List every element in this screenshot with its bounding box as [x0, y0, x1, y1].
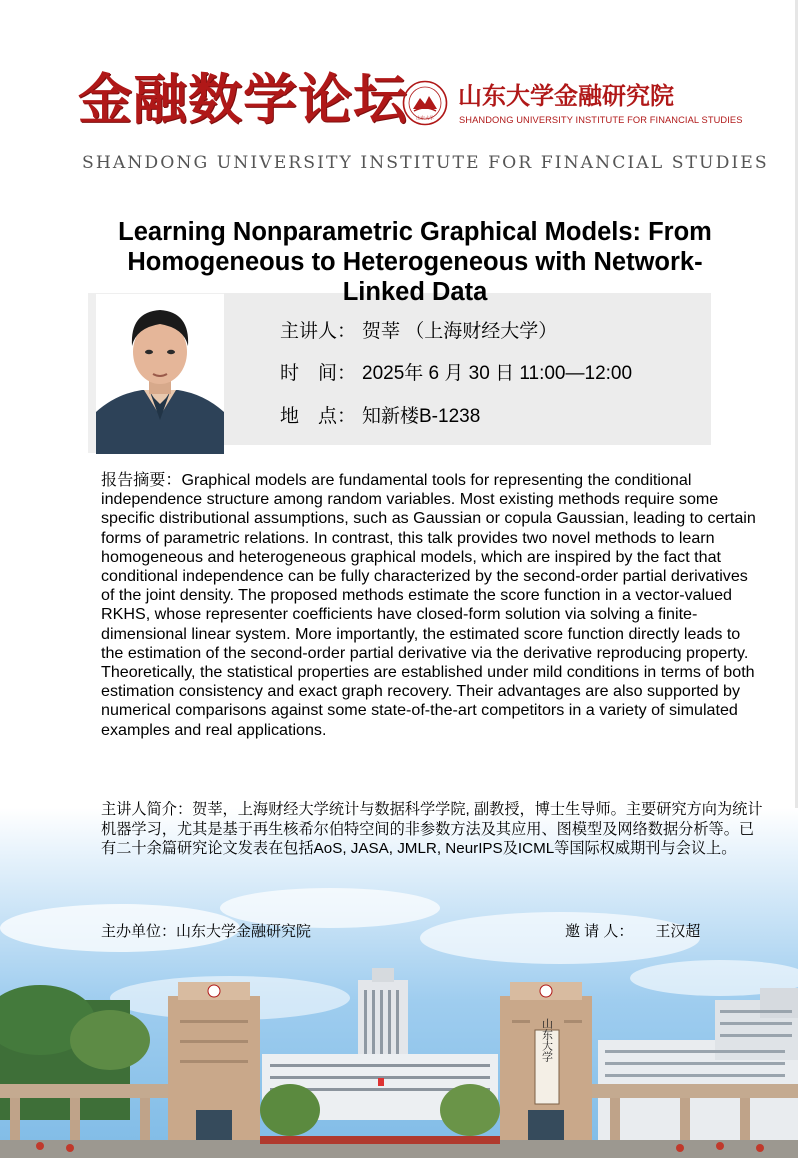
forum-title: 金融数学论坛: [78, 67, 408, 131]
inviter-label: 邀 请 人：: [565, 923, 634, 940]
speaker-photo: [96, 294, 224, 454]
place-row: [280, 401, 480, 428]
speaker-value: 贺莘 （上海财经大学）: [362, 321, 558, 342]
institute-name-en-small: SHANDONG UNIVERSITY INSTITUTE FOR FINANCIAL STUDIES: [459, 115, 743, 125]
inviter-name: 王汉超: [655, 923, 701, 940]
speaker-label: 主讲人：: [280, 321, 357, 342]
campus-gate-illustration: [0, 960, 798, 1158]
speaker-row: [280, 316, 557, 343]
place-label: 地 点：: [280, 406, 357, 427]
abstract-text: 报告摘要：Graphical models are fundamental tools for representing the conditional independence structure among random variables. Most existing methods require some specific distributional assumptions, such as Gaussian or copula Gaussian, leading to certain forms of parametric relations. In contrast, this talk provides two novel methods to learn homogeneous and heterogeneous graphical models, which are inspired by the fact that conditional independence can be fully characterized by the second-order partial derivatives of the joint density. The proposed methods estimate the score function in a vector-valued RKHS, whose representer coefficients have closed-form solution via solving a finite-dimensional linear system. More importantly, the estimated score function directly leads to the estimation of the second-order partial derivative via the derivative reproducing property. Theoretically, the statistical properties are established under mild conditions in terms of both estimation consistency and exact graph recovery. Their advantages are also supported by numerical comparisons against some state-of-the-art competitors in a variety of simulated examples and real applications.: [101, 471, 756, 739]
institute-name-en-large: SHANDONG UNIVERSITY INSTITUTE FOR FINANCIAL STUDIES: [82, 153, 769, 173]
time-label: 时 间：: [280, 363, 357, 384]
university-seal-icon: [402, 80, 448, 126]
talk-title: Learning Nonparametric Graphical Models: From Homogeneous to Heterogeneous with Network-Linked Data: [118, 218, 712, 306]
institute-name-cn: 山东大学金融研究院: [458, 81, 674, 110]
place-value: 知新楼B-1238: [362, 406, 481, 427]
host-organizer: 主办单位：山东大学金融研究院: [101, 923, 312, 940]
seal-text: 山东大学: [416, 116, 434, 122]
inviter: [565, 920, 700, 941]
time-row: [280, 358, 632, 385]
gate-plaque: 山东大学: [540, 1018, 554, 1062]
time-value: 2025年 6 月 30 日 11:00—12:00: [362, 363, 633, 384]
speaker-bio: 主讲人简介：贺莘，上海财经大学统计与数据科学学院, 副教授，博士生导师。主要研究方向为统计机器学习，尤其是基于再生核希尔伯特空间的非参数方法及其应用、图模型及网络数据分析等。已有二十余篇研究论文发表在包括AoS, JASA, JMLR, NeurIPS及ICML等国际权威期刊与会议上。: [101, 801, 763, 857]
